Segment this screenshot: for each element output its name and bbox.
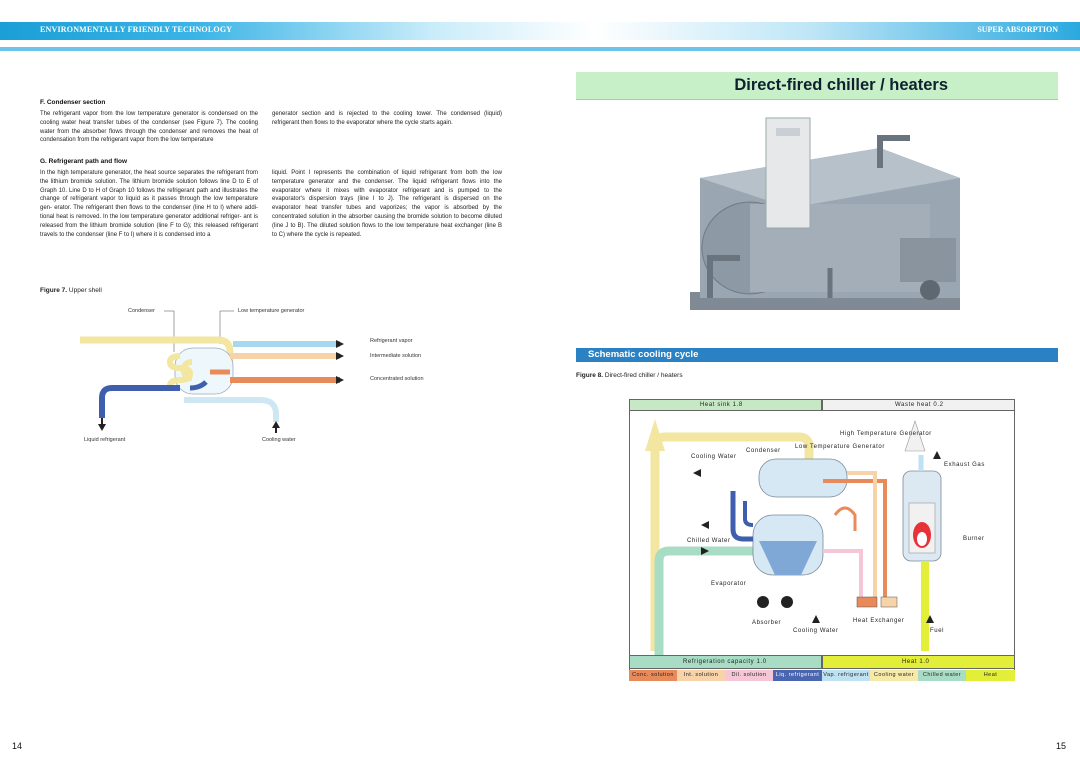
fig8-pump-1 <box>757 596 769 608</box>
section-g-col1: In the high temperature generator, the heat source separates the refrigerant from the lithium bromide solution. The lithium bromide solution follows line D to E of Graph 10. Line D to H of Graph 10 follows the refrigerant path and illustrates the change of refrigerant vapor to liquid as it passes through the low temperature gen- erator. The refrigerant then flows to the condenser (line H to I) where addi- tional heat is removed. In the low temperature generator additional refriger- ant is released from the lithium bromide solution (line F to G); this released refrigerant travels to the condenser (line F to I) where it is condensed into a <box>40 170 258 238</box>
page-number-left: 14 <box>12 741 23 751</box>
fig8-label-cooling-bottom: Cooling Water <box>793 628 839 634</box>
fig8-dil-pipe <box>823 551 861 601</box>
fig7-arrow-liquid <box>98 424 106 431</box>
fig8-label-burner: Burner <box>963 536 985 542</box>
legend-cooling: Cooling water <box>870 670 919 681</box>
fig8-arrow-chw-out <box>701 521 709 529</box>
chiller-burner <box>900 238 956 282</box>
fig8-label-absorber: Absorber <box>752 620 782 626</box>
figure8-caption-text: Direct-fired chiller / heaters <box>604 372 683 379</box>
fig8-chilled-pipe <box>659 551 759 655</box>
fig8-waste-heat: Waste heat 0.2 <box>895 402 944 408</box>
fig8-arrow-cw-left <box>693 469 701 477</box>
fig8-label-low-gen: Low Temperature Generator <box>795 444 885 450</box>
schematic-heading: Schematic cooling cycle <box>588 349 699 360</box>
fig7-liquid-pipe <box>102 388 180 418</box>
fig8-label-condenser: Condenser <box>746 448 781 454</box>
fig7-legend-intermediate: Intermediate solution <box>370 353 422 359</box>
fig7-arrow-cooling-stem <box>275 426 277 433</box>
figure7-caption <box>40 287 102 294</box>
fig8-upper-shell <box>759 459 847 497</box>
legend-vap: Vap. refrigerant <box>822 670 871 681</box>
legend-chilled: Chilled water <box>918 670 967 681</box>
fig8-pump-2 <box>781 596 793 608</box>
section-f-heading: F. Condenser section <box>40 99 106 106</box>
fig7-label-condenser: Condenser <box>128 308 155 314</box>
legend-dil: Dil. solution <box>725 670 774 681</box>
schematic-heading-bar <box>576 348 1058 362</box>
fig8-label-fuel: Fuel <box>930 628 945 634</box>
fig8-heat-sink: Heat sink 1.8 <box>700 402 743 408</box>
figure7-caption-text: Upper shell <box>68 287 102 294</box>
legend-liq: Liq. refrigerant <box>773 670 823 681</box>
fig8-liq-pipe-2 <box>745 501 753 525</box>
fig8-label-cooling-top: Cooling Water <box>691 454 737 460</box>
fig7-legend-concentrated: Concentrated solution <box>370 376 424 382</box>
legend-conc: Conc. solution <box>629 670 678 681</box>
chiller-pump <box>920 280 940 300</box>
header-left-label: ENVIRONMENTALLY FRIENDLY TECHNOLOGY <box>40 25 233 34</box>
fig7-label-cooling: Cooling water <box>262 437 296 443</box>
chiller-photo <box>680 108 976 328</box>
legend-heat: Heat <box>966 670 1015 681</box>
figure7-diagram <box>80 300 420 450</box>
figure8-caption-bold: Figure 8. <box>576 372 604 379</box>
fig8-refrig-capacity: Refrigeration capacity 1.0 <box>683 659 767 665</box>
fig8-flame-core <box>917 532 927 546</box>
fig7-arrow-liquid-stem <box>101 418 103 425</box>
section-g-heading: G. Refrigerant path and flow <box>40 158 128 165</box>
fig7-label-liquid: Liquid refrigerant <box>84 437 126 443</box>
fig8-label-exhaust: Exhaust Gas <box>944 462 985 468</box>
legend-int: Int. solution <box>677 670 726 681</box>
page-title: Direct-fired chiller / heaters <box>734 76 948 94</box>
page-number-right: 15 <box>1056 741 1067 751</box>
fig8-heat-total: Heat 1.0 <box>902 659 930 665</box>
fig8-label-high-gen: High Temperature Generator <box>840 431 932 437</box>
chiller-panel-display <box>776 128 800 136</box>
fig8-arrow-cw-bottom <box>812 615 820 623</box>
fig8-label-evaporator: Evaporator <box>711 581 747 587</box>
fig8-arrow-exhaust <box>933 451 941 459</box>
fig7-legend-vapor: Refrigerant vapor <box>370 338 413 344</box>
section-f-col2: generator section and is rejected to the cooling tower. The condensed (liquid) refrigerant then flows to the evaporator where the cycle starts again. <box>272 111 502 126</box>
fig7-label-lowgen: Low temperature generator <box>238 308 305 314</box>
fig8-label-hx: Heat Exchanger <box>853 618 905 624</box>
fig8-conc-loop <box>835 508 855 531</box>
title-box <box>576 72 1058 100</box>
figure8-caption <box>576 372 683 379</box>
fig7-cooling-return <box>184 400 276 422</box>
section-g-col2: liquid. Point I represents the combination of liquid refrigerant from both the low temperature generator and the condenser. The liquid refrigerant flows into the evaporator where it mixes with evaporator refrigerant and is pumped to the evaporator's dispersion trays (line I to J). The refrigerant is dispersed on the evaporator heat transfer tubes and vaporizes; the vapor is absorbed by the concentrated solution in the absorber causing the bromide solution to become diluted (line J to B). The diluted solution flows to the low temperature heat exchanger (line B to C) where the cycle is repeated. <box>272 170 502 238</box>
section-f-col1: The refrigerant vapor from the low temperature generator is condensed on the cooling water heat transfer tubes of the condenser (see Figure 7). The cooling water from the absorber flows through the condenser and removes the heat of condensation from the refrigerant vapor from the low temperature <box>40 111 258 144</box>
fig8-label-chilled: Chilled Water <box>687 538 731 544</box>
header-right-label: SUPER ABSORPTION <box>977 25 1058 34</box>
header-rule <box>0 47 1080 51</box>
fig8-hx-2 <box>881 597 897 607</box>
fig8-hx-1 <box>857 597 877 607</box>
figure7-caption-bold: Figure 7. <box>40 287 68 294</box>
